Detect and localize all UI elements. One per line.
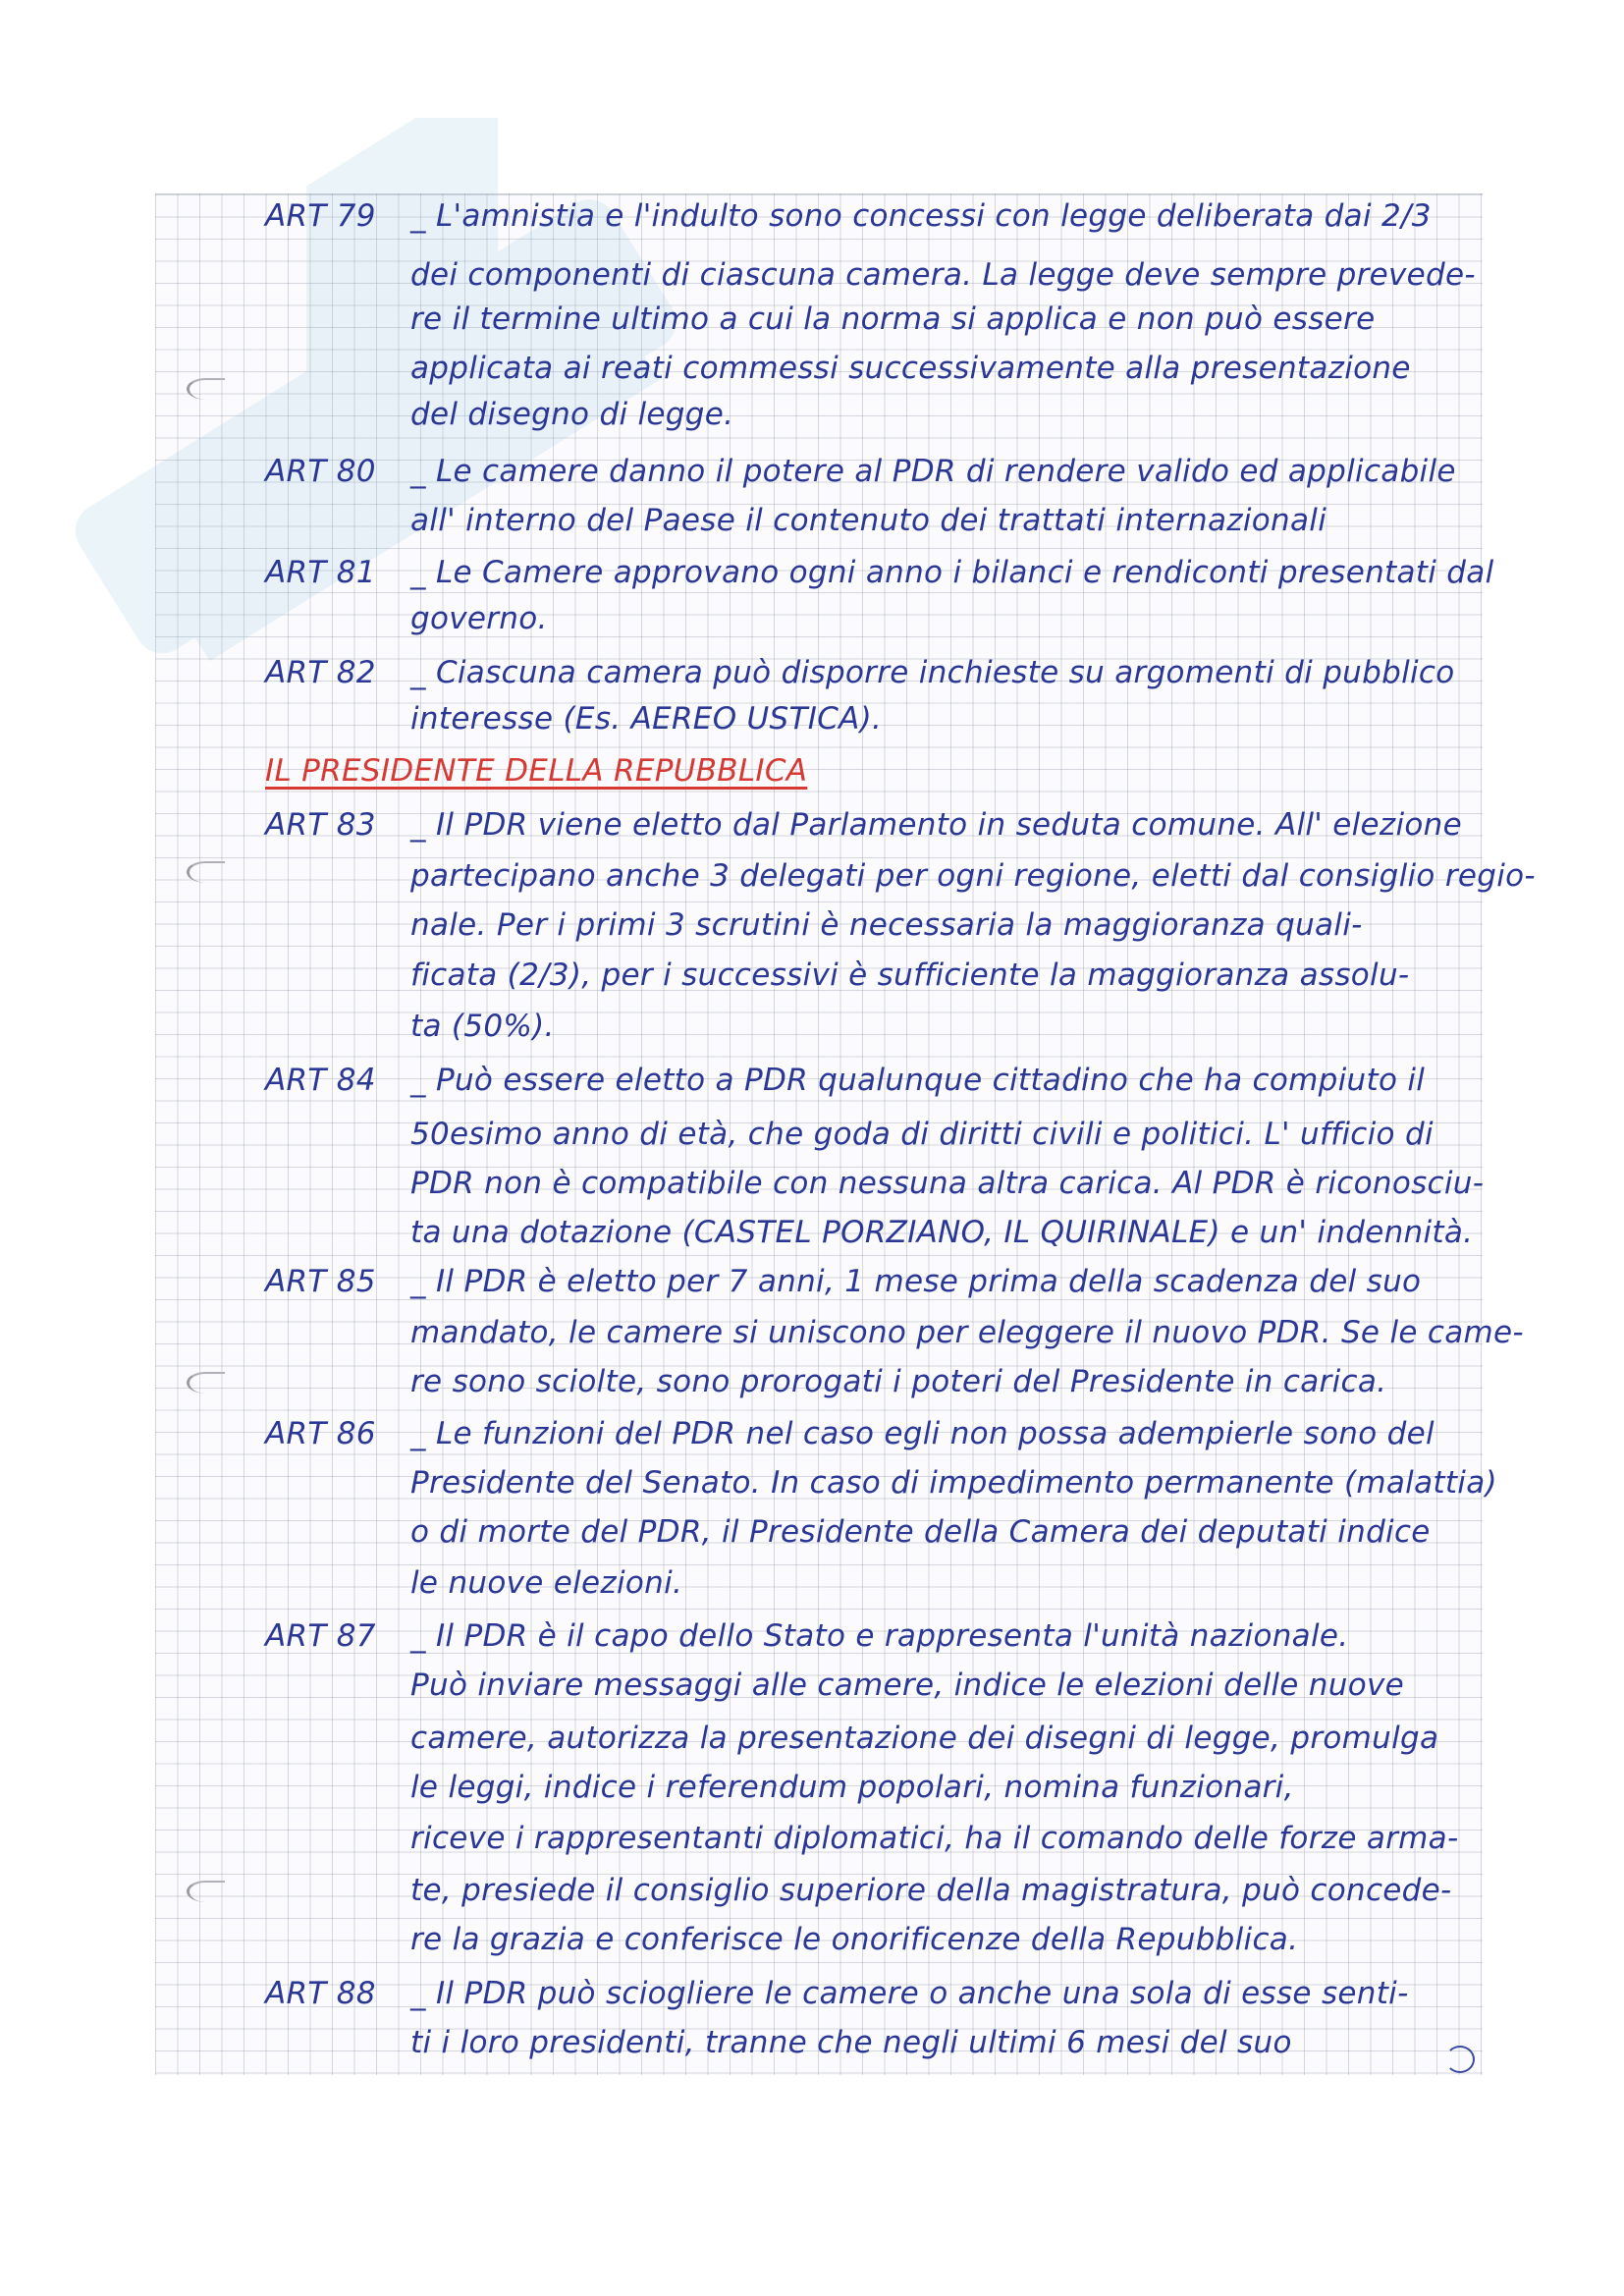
article-number: ART 88 bbox=[265, 1976, 376, 2011]
line-text: le nuove elezioni. bbox=[410, 1565, 683, 1601]
continuation-line bbox=[410, 1009, 555, 1044]
line-text: le leggi, indice i referendum popolari, nomina funzionari, bbox=[410, 1770, 1294, 1805]
line-text: ficata (2/3), per i successivi è sufficiente la maggioranza assolu- bbox=[410, 957, 1410, 993]
article-number: ART 79 bbox=[265, 198, 376, 234]
line-text: camere, autorizza la presentazione dei disegni di legge, promulga bbox=[410, 1721, 1439, 1756]
article-number: ART 86 bbox=[265, 1416, 376, 1451]
article-line bbox=[265, 198, 1432, 234]
continuation-line bbox=[410, 2025, 1292, 2060]
continuation-line bbox=[410, 1465, 1497, 1501]
line-text: _ Può essere eletto a PDR qualunque cittadino che ha compiuto il bbox=[410, 1063, 1426, 1098]
line-text: mandato, le camere si uniscono per eleggere il nuovo PDR. Se le came- bbox=[410, 1315, 1524, 1350]
continuation-line bbox=[410, 601, 548, 636]
line-text: riceve i rappresentanti diplomatici, ha il comando delle forze arma- bbox=[410, 1821, 1459, 1856]
line-text: governo. bbox=[410, 601, 548, 636]
line-text: dei componenti di ciascuna camera. La legge deve sempre prevede- bbox=[410, 257, 1476, 293]
line-text: _ Il PDR può sciogliere le camere o anche una sola di esse senti- bbox=[410, 1976, 1409, 2011]
continuation-line bbox=[410, 1821, 1458, 1856]
continuation-line bbox=[410, 397, 733, 432]
article-number: ART 87 bbox=[265, 1618, 376, 1654]
continuation-line bbox=[410, 503, 1326, 538]
article-number: ART 85 bbox=[265, 1264, 376, 1299]
line-text: re il termine ultimo a cui la norma si applica e non può essere bbox=[410, 301, 1376, 337]
line-text: te, presiede il consiglio superiore della magistratura, può concede- bbox=[410, 1873, 1452, 1908]
article-line bbox=[265, 555, 1494, 590]
continuation-line bbox=[410, 1770, 1294, 1805]
line-text: re la grazia e conferisce le onorificenze della Repubblica. bbox=[410, 1922, 1299, 1957]
line-text: all' interno del Paese il contenuto dei trattati internazionali bbox=[410, 503, 1327, 538]
line-text: Presidente del Senato. In caso di impedimento permanente (malattia) bbox=[410, 1465, 1497, 1501]
line-text: _ L'amnistia e l'indulto sono concessi con legge deliberata dai 2/3 bbox=[410, 198, 1432, 234]
continuation-line bbox=[410, 301, 1375, 337]
continuation-line bbox=[410, 257, 1476, 293]
continuation-line bbox=[410, 351, 1411, 386]
binder-hole bbox=[187, 1881, 225, 1902]
line-text: _ Le funzioni del PDR nel caso egli non possa adempierle sono del bbox=[410, 1416, 1435, 1451]
line-text: ti i loro presidenti, tranne che negli ultimi 6 mesi del suo bbox=[410, 2025, 1292, 2060]
line-text: _ Il PDR è il capo dello Stato e rappresenta l'unità nazionale. bbox=[410, 1618, 1349, 1654]
continuation-line bbox=[410, 1215, 1473, 1250]
line-text: applicata ai reati commessi successivamente alla presentazione bbox=[410, 351, 1411, 386]
article-line bbox=[265, 1618, 1348, 1654]
article-line bbox=[265, 1063, 1425, 1098]
line-text: nale. Per i primi 3 scrutini è necessaria la maggioranza quali- bbox=[410, 907, 1363, 943]
line-text: _ Le Camere approvano ogni anno i bilanci e rendiconti presentati dal bbox=[410, 555, 1494, 590]
continuation-line bbox=[410, 1922, 1298, 1957]
line-text: PDR non è compatibile con nessuna altra carica. Al PDR è riconosciu- bbox=[410, 1166, 1485, 1201]
line-text: ta (50%). bbox=[410, 1009, 555, 1044]
continuation-line bbox=[410, 1565, 682, 1601]
continuation-line bbox=[410, 701, 882, 737]
line-text: _ Il PDR viene eletto dal Parlamento in seduta comune. All' elezione bbox=[410, 807, 1462, 843]
section-heading bbox=[265, 753, 807, 789]
continuation-line bbox=[410, 1721, 1438, 1756]
article-number: ART 82 bbox=[265, 655, 376, 690]
article-number: ART 80 bbox=[265, 454, 376, 489]
line-text: interesse (Es. AEREO USTICA). bbox=[410, 701, 883, 737]
article-number: ART 83 bbox=[265, 807, 376, 843]
line-text: del disegno di legge. bbox=[410, 397, 734, 432]
article-number: ART 84 bbox=[265, 1063, 376, 1098]
continuation-line bbox=[410, 1117, 1434, 1152]
continuation-line bbox=[410, 1514, 1431, 1550]
line-text: _ Ciascuna camera può disporre inchieste su argomenti di pubblico bbox=[410, 655, 1455, 690]
continuation-line bbox=[410, 1667, 1404, 1703]
article-line bbox=[265, 1416, 1435, 1451]
line-text: ta una dotazione (CASTEL PORZIANO, IL QUIRINALE) e un' indennità. bbox=[410, 1215, 1474, 1250]
binder-hole bbox=[187, 861, 225, 883]
binder-hole bbox=[187, 378, 225, 400]
article-number: ART 81 bbox=[265, 555, 376, 590]
article-line bbox=[265, 1976, 1409, 2011]
line-text: _ Il PDR è eletto per 7 anni, 1 mese prima della scadenza del suo bbox=[410, 1264, 1422, 1299]
continuation-line bbox=[410, 1315, 1524, 1350]
binder-hole bbox=[187, 1372, 225, 1394]
continuation-line bbox=[410, 1873, 1452, 1908]
line-text: 50esimo anno di età, che goda di diritti civili e politici. L' ufficio di bbox=[410, 1117, 1434, 1152]
continuation-line bbox=[410, 1166, 1484, 1201]
line-text: partecipano anche 3 delegati per ogni regione, eletti dal consiglio regio- bbox=[410, 858, 1536, 894]
continuation-line bbox=[410, 858, 1536, 894]
continuation-line bbox=[410, 907, 1363, 943]
article-line bbox=[265, 655, 1455, 690]
page-corner-mark bbox=[1445, 2046, 1475, 2073]
article-line bbox=[265, 807, 1462, 843]
line-text: re sono sciolte, sono prorogati i poteri del Presidente in carica. bbox=[410, 1364, 1387, 1399]
continuation-line bbox=[410, 957, 1409, 993]
line-text: o di morte del PDR, il Presidente della Camera dei deputati indice bbox=[410, 1514, 1431, 1550]
article-line bbox=[265, 1264, 1421, 1299]
line-text: _ Le camere danno il potere al PDR di rendere valido ed applicabile bbox=[410, 454, 1456, 489]
heading-text: IL PRESIDENTE DELLA REPUBBLICA bbox=[265, 753, 808, 789]
line-text: Può inviare messaggi alle camere, indice le elezioni delle nuove bbox=[410, 1667, 1404, 1703]
continuation-line bbox=[410, 1364, 1386, 1399]
article-line bbox=[265, 454, 1456, 489]
